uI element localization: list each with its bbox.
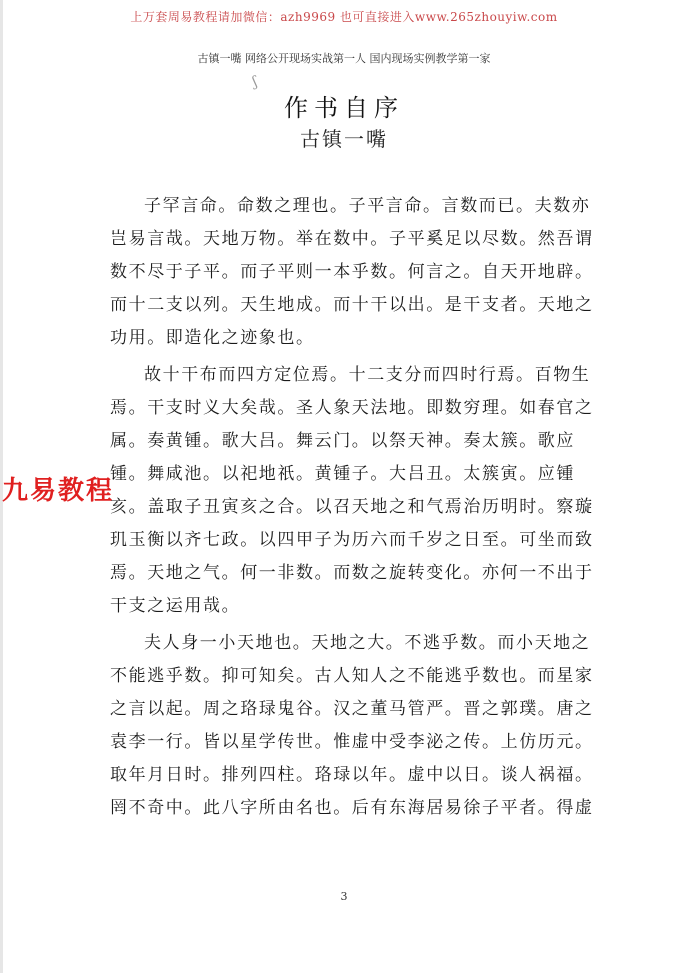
paragraph-3: 夫人身一小天地也。天地之大。不逃乎数。而小天地之不能逃乎数。抑可知矣。古人知人之不能逃乎数也。而星家之言以起。周之珞琭鬼谷。汉之董马管严。晋之郭璞。唐之袁李一行。皆以星学传世。惟虚中受李泌之传。上仿历元。取年月日时。排列四柱。珞琭以年。虚中以日。谈人祸福。罔不奇中。此八字所由名也。后有东海居易徐子平者。得虚 [110, 633, 594, 818]
paragraph-1: 子罕言命。命数之理也。子平言命。言数而已。夫数亦岂易言哉。天地万物。举在数中。子平奚足以尽数。然吾谓数不尽于子平。而子平则一本乎数。何言之。自天开地辟。而十二支以列。天生地成。而十干以出。是干支者。天地之功用。即造化之迹象也。 [110, 196, 594, 348]
pencil-mark: ʃ [250, 73, 259, 91]
author-name: 古镇一嘴 [300, 127, 388, 151]
brand-watermark: 九易教程 [2, 476, 115, 506]
paragraph-2: 故十干布而四方定位焉。十二支分而四时行焉。百物生焉。干支时义大矣哉。圣人象天法地。即数穷理。如春官之属。奏黄锺。歌大吕。舞云门。以祭天神。奏太簇。歌应锺。舞咸池。以祀地祇。黄锺子。大吕丑。太簇寅。应锺亥。盖取子丑寅亥之合。以召天地之和气焉治历明时。察璇玑玉衡以齐七政。以四甲子为历六而千岁之日至。可坐而致焉。天地之气。何一非数。而数之旋转变化。亦何一不出于干支之运用哉。 [110, 365, 594, 616]
body-text [110, 190, 606, 829]
running-header: 古镇一嘴 网络公开现场实战第一人 国内现场实例教学第一家 [197, 52, 491, 65]
page-title: 作书自序 [284, 94, 404, 122]
header-watermark: 上万套周易教程请加微信：azh9969 也可直接进入www.265zhouyiw.com [130, 10, 558, 24]
page-number: 3 [340, 890, 348, 903]
